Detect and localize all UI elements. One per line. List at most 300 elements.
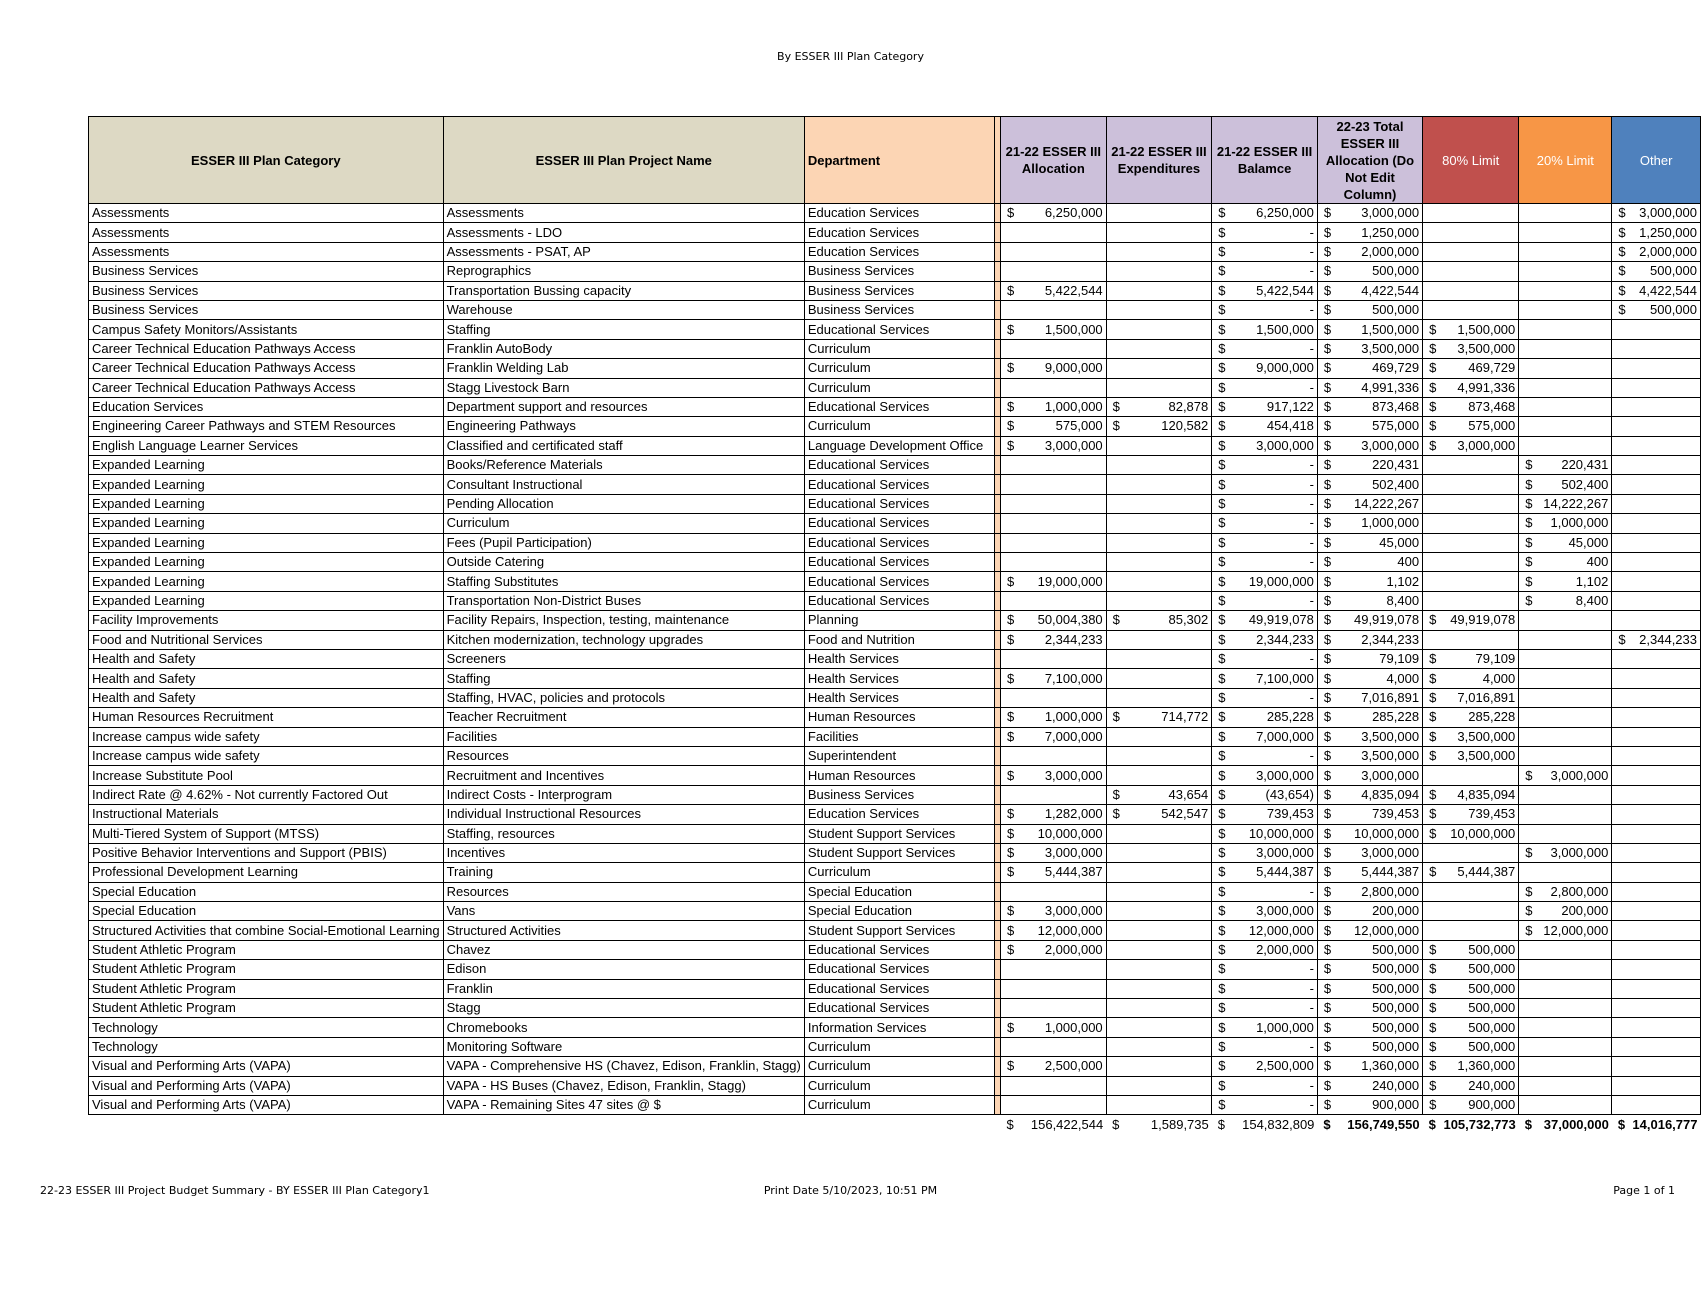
cell-category: English Language Learner Services — [89, 436, 444, 455]
cell-expenditures-2122 — [1106, 999, 1212, 1018]
cell-total-2223: $ 500,000 — [1317, 960, 1422, 979]
total-2223: $ 156,749,550 — [1323, 1116, 1420, 1132]
cell-department: Educational Services — [804, 533, 994, 552]
cell-expenditures-2122 — [1106, 300, 1212, 319]
cell-allocation-2122: $ 19,000,000 — [1001, 572, 1107, 591]
cell-limit-20: $ 3,000,000 — [1519, 766, 1612, 785]
cell-allocation-2122: $ 5,444,387 — [1001, 863, 1107, 882]
cell-expenditures-2122 — [1106, 921, 1212, 940]
cell-limit-80 — [1423, 921, 1519, 940]
cell-allocation-2122: $ 1,500,000 — [1001, 320, 1107, 339]
table-row — [89, 766, 1701, 785]
cell-department: Human Resources — [804, 708, 994, 727]
cell-allocation-2122 — [1001, 514, 1107, 533]
cell-project-name: Vans — [443, 902, 804, 921]
footer-page-number: Page 1 of 1 — [1613, 1184, 1675, 1197]
cell-balance-2122: $ - — [1212, 746, 1318, 765]
cell-category: Instructional Materials — [89, 805, 444, 824]
cell-department: Education Services — [804, 805, 994, 824]
total-balance-2122: $ 154,832,809 — [1217, 1116, 1315, 1132]
cell-total-2223: $ 3,500,000 — [1317, 339, 1422, 358]
cell-total-2223: $ 3,000,000 — [1317, 436, 1422, 455]
cell-total-2223: $ 285,228 — [1317, 708, 1422, 727]
cell-total-2223: $ 500,000 — [1317, 300, 1422, 319]
cell-department: Curriculum — [804, 1095, 994, 1114]
cell-department: Educational Services — [804, 591, 994, 610]
cell-project-name: Staffing — [443, 320, 804, 339]
cell-balance-2122: $ - — [1212, 475, 1318, 494]
cell-project-name: Curriculum — [443, 514, 804, 533]
cell-project-name: Transportation Bussing capacity — [443, 281, 804, 300]
cell-limit-20 — [1519, 708, 1612, 727]
cell-department: Curriculum — [804, 417, 994, 436]
table-row — [89, 960, 1701, 979]
cell-total-2223: $ 2,000,000 — [1317, 242, 1422, 261]
cell-project-name: Books/Reference Materials — [443, 456, 804, 475]
cell-department: Educational Services — [804, 494, 994, 513]
cell-allocation-2122 — [1001, 1037, 1107, 1056]
cell-project-name: VAPA - Comprehensive HS (Chavez, Edison, Franklin, Stagg) — [443, 1057, 804, 1076]
cell-allocation-2122: $ 3,000,000 — [1001, 902, 1107, 921]
cell-allocation-2122 — [1001, 979, 1107, 998]
header-row — [89, 117, 1701, 204]
column-header-project: ESSER III Plan Project Name — [443, 117, 804, 204]
cell-expenditures-2122 — [1106, 863, 1212, 882]
cell-balance-2122: $ - — [1212, 242, 1318, 261]
cell-project-name: Chromebooks — [443, 1018, 804, 1037]
cell-total-2223: $ 900,000 — [1317, 1095, 1422, 1114]
cell-other — [1612, 766, 1701, 785]
cell-department: Superintendent — [804, 746, 994, 765]
cell-project-name: Facilities — [443, 727, 804, 746]
cell-expenditures-2122 — [1106, 262, 1212, 281]
cell-category: Food and Nutritional Services — [89, 630, 444, 649]
cell-limit-20 — [1519, 979, 1612, 998]
cell-limit-20 — [1519, 785, 1612, 804]
cell-balance-2122: $ - — [1212, 300, 1318, 319]
table-row — [89, 572, 1701, 591]
cell-other: $ 500,000 — [1612, 262, 1701, 281]
cell-category: Expanded Learning — [89, 456, 444, 475]
cell-project-name: Department support and resources — [443, 397, 804, 416]
cell-department: Business Services — [804, 785, 994, 804]
cell-expenditures-2122 — [1106, 649, 1212, 668]
cell-allocation-2122 — [1001, 300, 1107, 319]
cell-project-name: Franklin — [443, 979, 804, 998]
cell-expenditures-2122 — [1106, 669, 1212, 688]
cell-total-2223: $ 3,000,000 — [1317, 204, 1422, 223]
cell-other — [1612, 1095, 1701, 1114]
table-body — [89, 204, 1701, 1115]
cell-expenditures-2122 — [1106, 475, 1212, 494]
cell-other — [1612, 902, 1701, 921]
cell-other — [1612, 339, 1701, 358]
table-row — [89, 320, 1701, 339]
cell-balance-2122: $ - — [1212, 1076, 1318, 1095]
cell-project-name: Chavez — [443, 940, 804, 959]
cell-other — [1612, 688, 1701, 707]
cell-department: Curriculum — [804, 1037, 994, 1056]
cell-category: Health and Safety — [89, 688, 444, 707]
cell-category: Expanded Learning — [89, 572, 444, 591]
cell-limit-80 — [1423, 766, 1519, 785]
cell-other — [1612, 727, 1701, 746]
cell-department: Curriculum — [804, 378, 994, 397]
cell-expenditures-2122: $ 82,878 — [1106, 397, 1212, 416]
cell-project-name: Staffing Substitutes — [443, 572, 804, 591]
table-row — [89, 1076, 1701, 1095]
cell-other — [1612, 863, 1701, 882]
cell-total-2223: $ 8,400 — [1317, 591, 1422, 610]
cell-limit-80: $ 4,991,336 — [1423, 378, 1519, 397]
cell-department: Curriculum — [804, 1057, 994, 1076]
cell-limit-80 — [1423, 533, 1519, 552]
cell-expenditures-2122 — [1106, 960, 1212, 979]
cell-department: Educational Services — [804, 397, 994, 416]
cell-category: Structured Activities that combine Social-Emotional Learning — [89, 921, 444, 940]
cell-other: $ 1,250,000 — [1612, 223, 1701, 242]
cell-allocation-2122: $ 2,500,000 — [1001, 1057, 1107, 1076]
cell-project-name: Pending Allocation — [443, 494, 804, 513]
cell-department: Educational Services — [804, 456, 994, 475]
cell-total-2223: $ 500,000 — [1317, 262, 1422, 281]
cell-allocation-2122: $ 3,000,000 — [1001, 436, 1107, 455]
cell-category: Expanded Learning — [89, 475, 444, 494]
table-row — [89, 359, 1701, 378]
table-row — [89, 611, 1701, 630]
cell-other — [1612, 1057, 1701, 1076]
table-row — [89, 902, 1701, 921]
cell-other — [1612, 824, 1701, 843]
cell-other — [1612, 553, 1701, 572]
cell-category: Student Athletic Program — [89, 999, 444, 1018]
cell-category: Special Education — [89, 882, 444, 901]
table-row — [89, 204, 1701, 223]
total-20-limit: $ 37,000,000 — [1524, 1116, 1609, 1132]
cell-expenditures-2122 — [1106, 359, 1212, 378]
cell-department: Educational Services — [804, 999, 994, 1018]
cell-allocation-2122 — [1001, 475, 1107, 494]
cell-balance-2122: $ 1,500,000 — [1212, 320, 1318, 339]
table-row — [89, 940, 1701, 959]
cell-balance-2122: $ - — [1212, 223, 1318, 242]
cell-other — [1612, 514, 1701, 533]
cell-limit-20: $ 45,000 — [1519, 533, 1612, 552]
table-row — [89, 475, 1701, 494]
cell-category: Facility Improvements — [89, 611, 444, 630]
table-row — [89, 242, 1701, 261]
cell-limit-80 — [1423, 281, 1519, 300]
cell-category: Career Technical Education Pathways Access — [89, 378, 444, 397]
cell-other — [1612, 378, 1701, 397]
cell-limit-20 — [1519, 863, 1612, 882]
cell-expenditures-2122 — [1106, 242, 1212, 261]
cell-limit-80: $ 1,360,000 — [1423, 1057, 1519, 1076]
cell-total-2223: $ 3,000,000 — [1317, 843, 1422, 862]
cell-limit-80: $ 1,500,000 — [1423, 320, 1519, 339]
cell-department: Special Education — [804, 902, 994, 921]
cell-balance-2122: $ - — [1212, 533, 1318, 552]
cell-other — [1612, 1076, 1701, 1095]
column-header-other: Other — [1612, 117, 1701, 204]
cell-balance-2122: $ - — [1212, 494, 1318, 513]
cell-project-name: Assessments - LDO — [443, 223, 804, 242]
cell-limit-80 — [1423, 843, 1519, 862]
cell-project-name: Resources — [443, 882, 804, 901]
cell-expenditures-2122 — [1106, 902, 1212, 921]
column-header-department: Department — [804, 117, 994, 204]
cell-other — [1612, 456, 1701, 475]
table-row — [89, 223, 1701, 242]
cell-balance-2122: $ (43,654) — [1212, 785, 1318, 804]
footer-report-name: 22-23 ESSER III Project Budget Summary - BY ESSER III Plan Category1 — [40, 1184, 430, 1197]
cell-department: Curriculum — [804, 1076, 994, 1095]
cell-limit-20 — [1519, 746, 1612, 765]
totals-row — [89, 1115, 1701, 1134]
cell-project-name: Reprographics — [443, 262, 804, 281]
cell-category: Health and Safety — [89, 669, 444, 688]
cell-category: Positive Behavior Interventions and Support (PBIS) — [89, 843, 444, 862]
cell-limit-20 — [1519, 1076, 1612, 1095]
cell-limit-80: $ 5,444,387 — [1423, 863, 1519, 882]
cell-limit-80: $ 500,000 — [1423, 1037, 1519, 1056]
column-header-balance-2122: 21-22 ESSER III Balamce — [1212, 117, 1318, 204]
cell-project-name: Stagg Livestock Barn — [443, 378, 804, 397]
cell-other — [1612, 708, 1701, 727]
cell-expenditures-2122 — [1106, 727, 1212, 746]
cell-balance-2122: $ - — [1212, 339, 1318, 358]
cell-other — [1612, 999, 1701, 1018]
cell-category: Professional Development Learning — [89, 863, 444, 882]
cell-project-name: Edison — [443, 960, 804, 979]
cell-other — [1612, 494, 1701, 513]
cell-total-2223: $ 873,468 — [1317, 397, 1422, 416]
cell-balance-2122: $ 7,000,000 — [1212, 727, 1318, 746]
cell-limit-20: $ 1,000,000 — [1519, 514, 1612, 533]
cell-limit-80 — [1423, 475, 1519, 494]
cell-category: Expanded Learning — [89, 533, 444, 552]
cell-project-name: VAPA - Remaining Sites 47 sites @ $ — [443, 1095, 804, 1114]
cell-project-name: Stagg — [443, 999, 804, 1018]
table-row — [89, 630, 1701, 649]
cell-category: Visual and Performing Arts (VAPA) — [89, 1057, 444, 1076]
cell-category: Career Technical Education Pathways Access — [89, 339, 444, 358]
cell-department: Educational Services — [804, 960, 994, 979]
cell-balance-2122: $ 454,418 — [1212, 417, 1318, 436]
cell-limit-80 — [1423, 514, 1519, 533]
cell-limit-20 — [1519, 262, 1612, 281]
table-row — [89, 417, 1701, 436]
table-row — [89, 727, 1701, 746]
column-header-expenditures-2122: 21-22 ESSER III Expenditures — [1106, 117, 1212, 204]
cell-category: Expanded Learning — [89, 553, 444, 572]
cell-limit-20 — [1519, 300, 1612, 319]
cell-department: Curriculum — [804, 863, 994, 882]
table-row — [89, 843, 1701, 862]
cell-project-name: Consultant Instructional — [443, 475, 804, 494]
cell-limit-20 — [1519, 630, 1612, 649]
cell-limit-20 — [1519, 223, 1612, 242]
cell-limit-20 — [1519, 727, 1612, 746]
cell-allocation-2122: $ 575,000 — [1001, 417, 1107, 436]
cell-category: Increase Substitute Pool — [89, 766, 444, 785]
cell-expenditures-2122 — [1106, 553, 1212, 572]
cell-project-name: Resources — [443, 746, 804, 765]
cell-limit-80: $ 575,000 — [1423, 417, 1519, 436]
cell-total-2223: $ 4,000 — [1317, 669, 1422, 688]
cell-project-name: Incentives — [443, 843, 804, 862]
cell-other — [1612, 960, 1701, 979]
cell-balance-2122: $ - — [1212, 979, 1318, 998]
table-row — [89, 339, 1701, 358]
cell-allocation-2122 — [1001, 1095, 1107, 1114]
cell-expenditures-2122 — [1106, 979, 1212, 998]
cell-balance-2122: $ - — [1212, 649, 1318, 668]
cell-total-2223: $ 1,250,000 — [1317, 223, 1422, 242]
cell-allocation-2122: $ 9,000,000 — [1001, 359, 1107, 378]
cell-allocation-2122: $ 6,250,000 — [1001, 204, 1107, 223]
cell-total-2223: $ 2,344,233 — [1317, 630, 1422, 649]
cell-expenditures-2122 — [1106, 281, 1212, 300]
table-row — [89, 1037, 1701, 1056]
cell-expenditures-2122 — [1106, 591, 1212, 610]
table-row — [89, 999, 1701, 1018]
cell-limit-20 — [1519, 940, 1612, 959]
cell-project-name: Fees (Pupil Participation) — [443, 533, 804, 552]
cell-balance-2122: $ 10,000,000 — [1212, 824, 1318, 843]
cell-limit-80 — [1423, 630, 1519, 649]
cell-allocation-2122 — [1001, 223, 1107, 242]
cell-limit-80 — [1423, 262, 1519, 281]
cell-expenditures-2122: $ 43,654 — [1106, 785, 1212, 804]
cell-limit-20 — [1519, 805, 1612, 824]
cell-total-2223: $ 1,102 — [1317, 572, 1422, 591]
cell-balance-2122: $ 1,000,000 — [1212, 1018, 1318, 1037]
cell-allocation-2122: $ 7,000,000 — [1001, 727, 1107, 746]
cell-department: Educational Services — [804, 553, 994, 572]
column-header-category: ESSER III Plan Category — [89, 117, 444, 204]
cell-category: Business Services — [89, 281, 444, 300]
table-row — [89, 514, 1701, 533]
cell-expenditures-2122: $ 120,582 — [1106, 417, 1212, 436]
cell-total-2223: $ 200,000 — [1317, 902, 1422, 921]
table-row — [89, 591, 1701, 610]
cell-limit-20 — [1519, 378, 1612, 397]
cell-limit-80: $ 469,729 — [1423, 359, 1519, 378]
cell-department: Curriculum — [804, 339, 994, 358]
table-row — [89, 688, 1701, 707]
cell-expenditures-2122 — [1106, 940, 1212, 959]
table-row — [89, 456, 1701, 475]
cell-allocation-2122: $ 1,000,000 — [1001, 397, 1107, 416]
cell-limit-20: $ 200,000 — [1519, 902, 1612, 921]
cell-total-2223: $ 500,000 — [1317, 1037, 1422, 1056]
total-80-limit: $ 105,732,773 — [1428, 1116, 1516, 1132]
cell-project-name: VAPA - HS Buses (Chavez, Edison, Franklin, Stagg) — [443, 1076, 804, 1095]
cell-department: Information Services — [804, 1018, 994, 1037]
cell-department: Health Services — [804, 688, 994, 707]
cell-category: Assessments — [89, 223, 444, 242]
cell-limit-80: $ 500,000 — [1423, 940, 1519, 959]
cell-total-2223: $ 49,919,078 — [1317, 611, 1422, 630]
cell-limit-20: $ 502,400 — [1519, 475, 1612, 494]
cell-other: $ 500,000 — [1612, 300, 1701, 319]
cell-limit-80: $ 285,228 — [1423, 708, 1519, 727]
cell-limit-80: $ 3,000,000 — [1423, 436, 1519, 455]
cell-expenditures-2122 — [1106, 514, 1212, 533]
cell-project-name: Transportation Non-District Buses — [443, 591, 804, 610]
cell-limit-80: $ 3,500,000 — [1423, 727, 1519, 746]
cell-expenditures-2122 — [1106, 436, 1212, 455]
cell-department: Health Services — [804, 669, 994, 688]
cell-limit-20: $ 220,431 — [1519, 456, 1612, 475]
cell-limit-20: $ 14,222,267 — [1519, 494, 1612, 513]
cell-limit-80: $ 500,000 — [1423, 999, 1519, 1018]
cell-category: Business Services — [89, 262, 444, 281]
table-row — [89, 863, 1701, 882]
cell-category: Student Athletic Program — [89, 979, 444, 998]
table-row — [89, 436, 1701, 455]
cell-balance-2122: $ 3,000,000 — [1212, 902, 1318, 921]
cell-project-name: Engineering Pathways — [443, 417, 804, 436]
cell-department: Planning — [804, 611, 994, 630]
cell-allocation-2122 — [1001, 378, 1107, 397]
cell-limit-80 — [1423, 300, 1519, 319]
cell-expenditures-2122 — [1106, 456, 1212, 475]
cell-balance-2122: $ 5,422,544 — [1212, 281, 1318, 300]
cell-expenditures-2122 — [1106, 223, 1212, 242]
cell-other — [1612, 669, 1701, 688]
cell-expenditures-2122 — [1106, 688, 1212, 707]
cell-allocation-2122: $ 3,000,000 — [1001, 766, 1107, 785]
cell-allocation-2122: $ 2,000,000 — [1001, 940, 1107, 959]
cell-department: Educational Services — [804, 514, 994, 533]
cell-other — [1612, 746, 1701, 765]
cell-department: Education Services — [804, 242, 994, 261]
table-row — [89, 649, 1701, 668]
cell-limit-80: $ 4,835,094 — [1423, 785, 1519, 804]
cell-total-2223: $ 500,000 — [1317, 999, 1422, 1018]
cell-total-2223: $ 1,360,000 — [1317, 1057, 1422, 1076]
total-allocation-2122: $ 156,422,544 — [1006, 1116, 1104, 1132]
cell-limit-20: $ 1,102 — [1519, 572, 1612, 591]
footer-print-date: Print Date 5/10/2023, 10:51 PM — [763, 1184, 938, 1197]
cell-allocation-2122 — [1001, 553, 1107, 572]
cell-category: Human Resources Recruitment — [89, 708, 444, 727]
cell-balance-2122: $ - — [1212, 553, 1318, 572]
cell-expenditures-2122 — [1106, 882, 1212, 901]
cell-expenditures-2122 — [1106, 378, 1212, 397]
cell-balance-2122: $ 2,344,233 — [1212, 630, 1318, 649]
cell-allocation-2122 — [1001, 882, 1107, 901]
cell-limit-20 — [1519, 960, 1612, 979]
cell-category: Expanded Learning — [89, 494, 444, 513]
cell-department: Educational Services — [804, 475, 994, 494]
cell-expenditures-2122 — [1106, 320, 1212, 339]
cell-expenditures-2122 — [1106, 494, 1212, 513]
cell-department: Educational Services — [804, 320, 994, 339]
cell-limit-20 — [1519, 397, 1612, 416]
cell-project-name: Teacher Recruitment — [443, 708, 804, 727]
cell-total-2223: $ 502,400 — [1317, 475, 1422, 494]
cell-expenditures-2122 — [1106, 533, 1212, 552]
cell-category: Technology — [89, 1037, 444, 1056]
cell-limit-80: $ 739,453 — [1423, 805, 1519, 824]
cell-expenditures-2122 — [1106, 204, 1212, 223]
cell-limit-20 — [1519, 417, 1612, 436]
cell-allocation-2122: $ 1,282,000 — [1001, 805, 1107, 824]
cell-balance-2122: $ 917,122 — [1212, 397, 1318, 416]
